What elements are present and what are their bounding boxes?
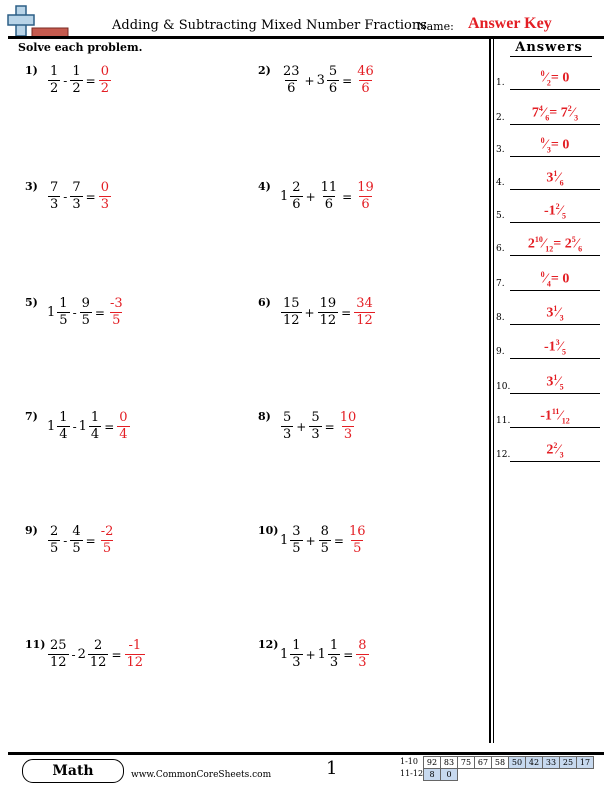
fraction bbox=[318, 296, 339, 329]
numerator: 1 bbox=[90, 410, 100, 425]
score-cell: 50 bbox=[508, 756, 526, 769]
problem-expression bbox=[280, 524, 369, 557]
answer-number: 7. bbox=[496, 279, 505, 289]
numerator: 8 bbox=[320, 524, 329, 539]
numerator: 10 bbox=[339, 410, 357, 425]
numerator: 9 bbox=[81, 296, 90, 311]
answer-value: $3^1⁄_6$ bbox=[546, 168, 564, 187]
fraction bbox=[281, 296, 302, 329]
score-cell: 58 bbox=[491, 756, 509, 769]
numerator: 4 bbox=[72, 524, 81, 539]
operator: + bbox=[304, 305, 315, 320]
subject-badge: Math bbox=[22, 759, 124, 783]
operator: = bbox=[341, 305, 352, 320]
answer-row bbox=[496, 296, 600, 326]
numerator: 5 bbox=[311, 410, 320, 425]
operator: - bbox=[63, 189, 68, 204]
answer-number: 11. bbox=[496, 416, 511, 426]
denominator: 12 bbox=[356, 313, 373, 328]
problem-expression bbox=[47, 410, 131, 443]
answer-row bbox=[496, 96, 600, 126]
operator: - bbox=[72, 419, 77, 434]
denominator: 2 bbox=[72, 81, 81, 96]
denominator: 5 bbox=[353, 541, 362, 556]
numerator: -1 bbox=[128, 638, 142, 653]
footer-divider bbox=[8, 752, 604, 755]
denominator: 3 bbox=[343, 427, 353, 442]
operator: - bbox=[63, 533, 68, 548]
numerator: 5 bbox=[328, 64, 338, 79]
denominator: 12 bbox=[283, 313, 300, 328]
answer-fraction bbox=[355, 64, 376, 97]
denominator: 5 bbox=[59, 313, 68, 328]
answer-number: 1. bbox=[496, 78, 505, 88]
fraction bbox=[48, 524, 60, 557]
numerator: 3 bbox=[292, 524, 301, 539]
answer-value: $-1^2⁄_5$ bbox=[543, 201, 566, 220]
denominator: 5 bbox=[50, 541, 59, 556]
operator: = bbox=[111, 647, 122, 662]
answer-key-label: Answer Key bbox=[468, 15, 552, 32]
answer-number: 5. bbox=[496, 211, 505, 221]
denominator: 5 bbox=[102, 541, 112, 556]
denominator: 4 bbox=[59, 427, 68, 442]
fraction bbox=[57, 410, 69, 443]
fraction bbox=[281, 410, 293, 443]
denominator: 12 bbox=[126, 655, 144, 670]
answer-line bbox=[510, 358, 600, 359]
score-cell: 25 bbox=[559, 756, 577, 769]
numerator: 1 bbox=[59, 296, 68, 311]
numerator: 7 bbox=[50, 180, 59, 195]
denominator: 6 bbox=[361, 81, 370, 96]
denominator: 6 bbox=[361, 197, 370, 212]
problem-expression bbox=[280, 64, 377, 97]
answer-fraction bbox=[347, 524, 368, 557]
fraction bbox=[48, 64, 60, 97]
answer-fraction bbox=[108, 296, 125, 329]
denominator: 5 bbox=[81, 313, 90, 328]
answer-row bbox=[496, 433, 600, 463]
score-table bbox=[400, 756, 594, 780]
problem-expression bbox=[47, 180, 112, 213]
numerator: -3 bbox=[109, 296, 123, 311]
fraction bbox=[48, 180, 60, 213]
answer-row bbox=[496, 161, 600, 191]
fraction bbox=[281, 64, 302, 97]
numerator: -2 bbox=[100, 524, 114, 539]
fraction bbox=[328, 638, 340, 671]
problem-number: 1) bbox=[25, 64, 38, 77]
operator: + bbox=[305, 647, 316, 662]
answer-number: 10. bbox=[496, 382, 511, 392]
denominator: 5 bbox=[72, 541, 81, 556]
answer-number: 12. bbox=[496, 450, 511, 460]
fraction bbox=[319, 180, 340, 213]
answer-number: 8. bbox=[496, 313, 505, 323]
numerator: 0 bbox=[100, 64, 109, 79]
denominator: 6 bbox=[287, 81, 296, 96]
numerator: 7 bbox=[72, 180, 81, 195]
fraction bbox=[70, 180, 82, 213]
numerator: 2 bbox=[50, 524, 59, 539]
math-logo-icon bbox=[6, 4, 70, 38]
answer-line bbox=[510, 393, 600, 394]
problem-expression bbox=[280, 410, 359, 443]
denominator: 12 bbox=[319, 313, 337, 328]
denominator: 5 bbox=[292, 541, 301, 556]
whole-number: 1 bbox=[78, 419, 87, 434]
operator: = bbox=[333, 533, 344, 548]
problem-number: 9) bbox=[25, 524, 38, 537]
operator: - bbox=[71, 647, 76, 662]
operator: = bbox=[94, 305, 105, 320]
fraction bbox=[319, 524, 331, 557]
header-divider bbox=[8, 36, 604, 39]
denominator: 3 bbox=[292, 655, 301, 670]
numerator: 2 bbox=[94, 638, 103, 653]
score-cell: 33 bbox=[542, 756, 560, 769]
operator: = bbox=[342, 189, 353, 204]
answer-fraction bbox=[338, 410, 359, 443]
operator: = bbox=[324, 419, 335, 434]
denominator: 3 bbox=[72, 197, 81, 212]
answer-line bbox=[510, 290, 600, 291]
answer-line bbox=[510, 461, 600, 462]
answer-number: 4. bbox=[496, 178, 505, 188]
fraction bbox=[70, 64, 82, 97]
problem-number: 8) bbox=[258, 410, 271, 423]
answer-number: 2. bbox=[496, 113, 505, 123]
denominator: 6 bbox=[324, 197, 334, 212]
name-label: Name: bbox=[417, 20, 454, 33]
answer-row bbox=[496, 194, 600, 224]
score-row-label: 1-10 bbox=[400, 757, 418, 766]
problem-number: 3) bbox=[25, 180, 38, 193]
answers-column-border bbox=[489, 38, 491, 743]
answer-value: $2^{10}⁄_{12}=$ $2^5⁄_6$ bbox=[527, 234, 583, 253]
denominator: 5 bbox=[112, 313, 121, 328]
problem-expression bbox=[47, 524, 116, 557]
problem-number: 11) bbox=[25, 638, 46, 651]
answers-column-border-inner bbox=[493, 38, 494, 743]
numerator: 0 bbox=[100, 180, 109, 195]
answer-value: $-1^{11}⁄_{12}$ bbox=[540, 406, 570, 425]
problem-expression bbox=[280, 180, 377, 213]
whole-number: 1 bbox=[317, 647, 326, 662]
answer-number: 3. bbox=[496, 145, 505, 155]
numerator: 23 bbox=[283, 64, 300, 79]
score-cell: 83 bbox=[440, 756, 458, 769]
whole-number: 1 bbox=[280, 647, 289, 662]
numerator: 16 bbox=[348, 524, 366, 539]
fraction bbox=[290, 180, 302, 213]
denominator: 12 bbox=[89, 655, 107, 670]
score-cell: 42 bbox=[525, 756, 543, 769]
instructions: Solve each problem. bbox=[18, 41, 143, 54]
problem-number: 10) bbox=[258, 524, 279, 537]
numerator: 19 bbox=[319, 296, 337, 311]
operator: - bbox=[63, 73, 68, 88]
fraction bbox=[88, 638, 109, 671]
answer-value: $-1^3⁄_5$ bbox=[543, 337, 566, 356]
answer-line bbox=[510, 124, 600, 125]
answer-value: $7^4⁄_6=$ $7^2⁄_3$ bbox=[531, 103, 579, 122]
whole-number: 3 bbox=[316, 73, 325, 88]
fraction bbox=[80, 296, 92, 329]
fraction bbox=[48, 638, 69, 671]
whole-number: 1 bbox=[280, 533, 289, 548]
answer-row bbox=[496, 128, 600, 158]
answer-line bbox=[510, 156, 600, 157]
answers-title: Answers bbox=[515, 40, 583, 55]
answer-row bbox=[496, 262, 600, 292]
answers-title-underline bbox=[510, 56, 592, 57]
fraction bbox=[57, 296, 69, 329]
operator: + bbox=[296, 419, 307, 434]
fraction bbox=[309, 410, 321, 443]
problem-number: 7) bbox=[25, 410, 38, 423]
denominator: 3 bbox=[311, 427, 320, 442]
site-url: www.CommonCoreSheets.com bbox=[131, 770, 272, 780]
denominator: 5 bbox=[320, 541, 329, 556]
answer-value: $3^1⁄_3$ bbox=[546, 303, 564, 322]
answer-fraction bbox=[125, 638, 146, 671]
score-row-label: 11-12 bbox=[400, 769, 424, 778]
answer-line bbox=[510, 324, 600, 325]
numerator: 15 bbox=[283, 296, 300, 311]
answer-number: 6. bbox=[496, 244, 505, 254]
operator: + bbox=[305, 189, 316, 204]
answer-line bbox=[510, 89, 600, 90]
answer-fraction bbox=[117, 410, 129, 443]
answer-fraction bbox=[356, 638, 368, 671]
answer-value: $3^1⁄_5$ bbox=[546, 372, 564, 391]
score-row bbox=[400, 756, 594, 768]
denominator: 3 bbox=[100, 197, 109, 212]
answer-row bbox=[496, 227, 600, 257]
answer-fraction bbox=[355, 180, 376, 213]
answer-row bbox=[496, 61, 600, 91]
whole-number: 1 bbox=[47, 419, 56, 434]
answer-fraction bbox=[99, 524, 116, 557]
problem-expression bbox=[280, 638, 370, 671]
answer-line bbox=[510, 427, 600, 428]
whole-number: 2 bbox=[77, 647, 86, 662]
page-number: 1 bbox=[326, 758, 338, 779]
score-cell: 0 bbox=[440, 768, 458, 781]
denominator: 3 bbox=[358, 655, 367, 670]
fraction bbox=[290, 638, 302, 671]
denominator: 4 bbox=[90, 427, 100, 442]
problem-number: 4) bbox=[258, 180, 271, 193]
problem-number: 12) bbox=[258, 638, 279, 651]
denominator: 2 bbox=[50, 81, 59, 96]
numerator: 1 bbox=[329, 638, 339, 653]
numerator: 1 bbox=[50, 64, 59, 79]
problem-expression bbox=[280, 296, 376, 329]
answer-number: 9. bbox=[496, 347, 505, 357]
operator: + bbox=[305, 533, 316, 548]
score-cell: 8 bbox=[423, 768, 441, 781]
problem-number: 5) bbox=[25, 296, 38, 309]
score-cell: 92 bbox=[423, 756, 441, 769]
whole-number: 1 bbox=[280, 189, 289, 204]
operator: = bbox=[85, 189, 96, 204]
answer-fraction bbox=[354, 296, 375, 329]
answer-value: $2^2⁄_3$ bbox=[546, 440, 564, 459]
score-cell: 67 bbox=[474, 756, 492, 769]
numerator: 11 bbox=[320, 180, 338, 195]
denominator: 3 bbox=[283, 427, 292, 442]
answer-line bbox=[510, 222, 600, 223]
whole-number: 1 bbox=[47, 305, 56, 320]
answer-row bbox=[496, 399, 600, 429]
fraction bbox=[327, 64, 339, 97]
denominator: 2 bbox=[100, 81, 109, 96]
operator: - bbox=[72, 305, 77, 320]
score-cell: 17 bbox=[576, 756, 594, 769]
denominator: 3 bbox=[329, 655, 339, 670]
answer-row bbox=[496, 330, 600, 360]
denominator: 6 bbox=[292, 197, 301, 212]
numerator: 5 bbox=[283, 410, 292, 425]
numerator: 34 bbox=[356, 296, 373, 311]
answer-line bbox=[510, 189, 600, 190]
denominator: 12 bbox=[50, 655, 67, 670]
operator: = bbox=[104, 419, 115, 434]
operator: = bbox=[85, 533, 96, 548]
denominator: 6 bbox=[328, 81, 338, 96]
problem-number: 6) bbox=[258, 296, 271, 309]
numerator: 8 bbox=[358, 638, 367, 653]
answer-value: $^0⁄_4= 0$ bbox=[540, 269, 570, 288]
fraction bbox=[290, 524, 302, 557]
operator: = bbox=[342, 73, 353, 88]
denominator: 3 bbox=[50, 197, 59, 212]
answer-fraction bbox=[99, 64, 111, 97]
problem-expression bbox=[47, 638, 146, 671]
problem-expression bbox=[47, 64, 112, 97]
fraction bbox=[89, 410, 101, 443]
numerator: 1 bbox=[59, 410, 68, 425]
operator: = bbox=[85, 73, 96, 88]
numerator: 25 bbox=[50, 638, 67, 653]
operator: = bbox=[343, 647, 354, 662]
numerator: 19 bbox=[357, 180, 374, 195]
denominator: 4 bbox=[119, 427, 128, 442]
numerator: 46 bbox=[357, 64, 374, 79]
answer-row bbox=[496, 365, 600, 395]
score-row bbox=[400, 768, 594, 780]
answer-value: $^0⁄_3= 0$ bbox=[540, 135, 570, 154]
operator: + bbox=[304, 73, 315, 88]
numerator: 1 bbox=[292, 638, 301, 653]
problem-expression bbox=[47, 296, 126, 329]
fraction bbox=[70, 524, 82, 557]
problem-number: 2) bbox=[258, 64, 271, 77]
score-cell: 75 bbox=[457, 756, 475, 769]
page-title: Adding & Subtracting Mixed Number Fractions bbox=[112, 18, 427, 33]
numerator: 1 bbox=[72, 64, 81, 79]
answer-line bbox=[510, 255, 600, 256]
answer-fraction bbox=[99, 180, 111, 213]
numerator: 0 bbox=[119, 410, 128, 425]
numerator: 2 bbox=[292, 180, 301, 195]
answer-value: $^0⁄_2= 0$ bbox=[540, 68, 570, 87]
